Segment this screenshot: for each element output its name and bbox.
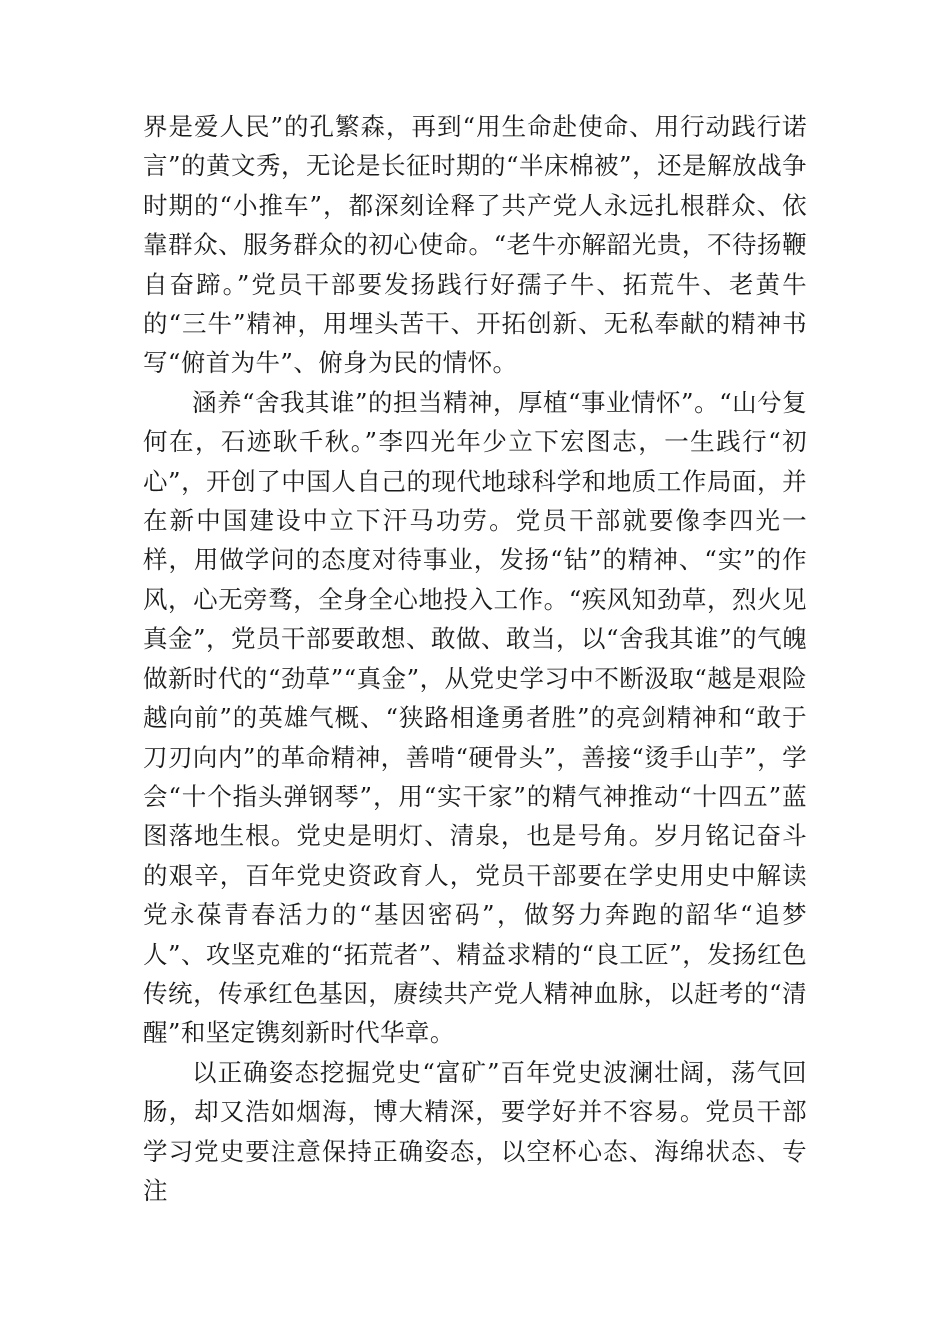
- paragraph-3: 以正确姿态挖掘党史“富矿”百年党史波澜壮阔，荡气回肠，却又浩如烟海，博大精深，要学好并不容易。党员干部学习党史要注意保持正确姿态，以空杯心态、海绵状态、专注: [143, 1057, 807, 1205]
- paragraph-2: 涵养“舍我其谁”的担当精神，厚植“事业情怀”。“山兮复何在，石迹耿千秋。”李四光年少立下宏图志，一生践行“初心”，开创了中国人自己的现代地球科学和地质工作局面，并在新中国建设中立下汗马功劳。党员干部就要像李四光一样，用做学问的态度对待事业，发扬“钻”的精神、“实”的作风，心无旁骛，全身全心地投入工作。“疾风知劲草，烈火见真金”，党员干部要敢想、敢做、敢当，以“舍我其谁”的气魄做新时代的“劲草”“真金”，从党史学习中不断汲取“越是艰险越向前”的英雄气概、“狭路相逢勇者胜”的亮剑精神和“敢于刀刃向内”的革命精神，善啃“硬骨头”，善接“烫手山芋”，学会“十个指头弹钢琴”，用“实干家”的精气神推动“十四五”蓝图落地生根。党史是明灯、清泉，也是号角。岁月铭记奋斗的艰辛，百年党史资政育人，党员干部要在学史用史中解读党永葆青春活力的“基因密码”，做努力奔跑的韶华“追梦人”、攻坚克难的“拓荒者”、精益求精的“良工匠”，发扬红色传统，传承红色基因，赓续共产党人精神血脉，以赶考的“清醒”和坚定镌刻新时代华章。: [143, 387, 807, 1048]
- paragraph-1: 界是爱人民”的孔繁森，再到“用生命赴使命、用行动践行诺言”的黄文秀，无论是长征时期的“半床棉被”，还是解放战争时期的“小推车”，都深刻诠释了共产党人永远扎根群众、依靠群众、服务群众的初心使命。“老牛亦解韶光贵，不待扬鞭自奋蹄。”党员干部要发扬践行好孺子牛、拓荒牛、老黄牛的“三牛”精神，用埋头苦干、开拓创新、无私奉献的精神书写“俯首为牛”、俯身为民的情怀。: [143, 112, 807, 378]
- document-body: [143, 107, 807, 1210]
